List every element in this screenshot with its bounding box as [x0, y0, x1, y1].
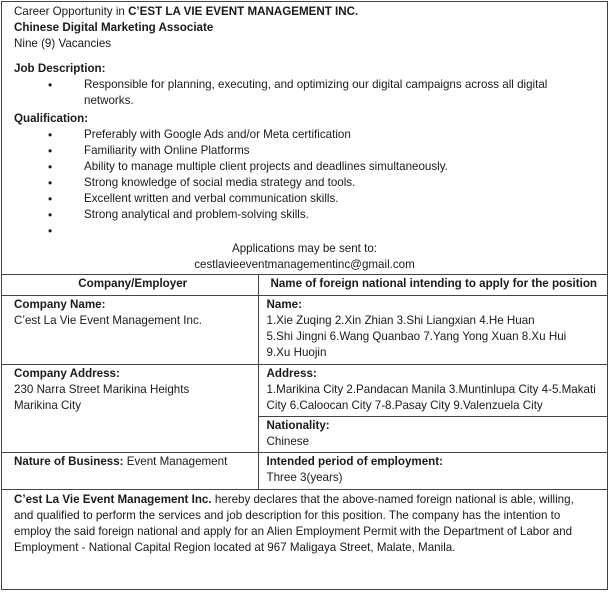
declaration-paragraph	[2, 490, 607, 556]
list-item	[2, 143, 607, 159]
list-item	[2, 175, 607, 191]
foreign-names-cell	[258, 296, 607, 365]
bullet-icon: •	[48, 144, 53, 158]
company-address-label: Company Address:	[14, 367, 120, 380]
applications-instruction: Applications may be sent to:	[231, 242, 377, 255]
job-posting-document	[1, 1, 608, 590]
address-nationality-cell	[258, 365, 607, 453]
list-item	[2, 159, 607, 175]
company-address-line-1: 230 Narra Street Marikina Heights	[14, 383, 190, 396]
names-line-2: 5.Shi Jingni 6.Wang Quanbao 7.Yang Yong Xuan 8.Xu Hui	[266, 330, 567, 343]
bullet-icon: •	[48, 192, 53, 206]
qualification-list	[2, 127, 607, 239]
list-item	[2, 77, 607, 109]
nature-of-business-value: Event Management	[123, 455, 228, 468]
position-title: Chinese Digital Marketing Associate	[14, 21, 214, 34]
nationality-block	[259, 416, 608, 452]
nature-of-business-cell	[2, 453, 258, 490]
column-header-employer: Company/Employer	[2, 275, 258, 296]
table-header-row	[2, 275, 607, 296]
nationality-value: Chinese	[266, 435, 310, 448]
applications-block	[2, 241, 607, 273]
names-line-3: 9.Xu Huojin	[266, 346, 327, 359]
list-item	[2, 207, 607, 223]
bullet-icon: •	[48, 208, 53, 222]
bullet-icon: •	[48, 160, 53, 174]
employment-period-label: Intended period of employment:	[266, 455, 443, 468]
career-opportunity-line	[14, 4, 595, 20]
bullet-icon: •	[48, 78, 53, 92]
nature-of-business-label: Nature of Business:	[14, 455, 124, 468]
application-email: cestlavieeventmanagementinc@gmail.com	[194, 258, 415, 271]
job-description-list	[2, 77, 607, 109]
company-address-line-2: Marikina City	[14, 399, 81, 412]
qualification-item-5: Excellent written and verbal communication skills.	[84, 192, 339, 205]
employment-period-cell	[258, 453, 607, 490]
declaration-company-name: C’est La Vie Event Management Inc.	[14, 493, 212, 506]
employment-period-value: Three 3(years)	[266, 471, 343, 484]
table-row	[2, 453, 607, 490]
employer-foreign-national-table	[2, 274, 607, 490]
address-label: Address:	[266, 367, 317, 380]
column-header-foreign-national: Name of foreign national intending to apply for the position	[258, 275, 607, 296]
bullet-icon: •	[48, 224, 53, 238]
address-value: 1.Marikina City 2.Pandacan Manila 3.Muntinlupa City 4-5.Makati City 6.Caloocan City 7-8.Pasay City 9.Valenzuela City	[266, 383, 596, 412]
table-row	[2, 365, 607, 453]
list-item	[2, 191, 607, 207]
list-item	[2, 223, 607, 239]
declaration-text: hereby declares that the above-named foreign national is able, willing, and qualified to perform the services and job description for this position. The company has the intention to employ the said foreign national and apply for an Alien Employment Permit with the Department of Labor and Employment - National Capital Region located at 967 Maligaya Street, Malate, Manila.	[14, 493, 574, 554]
list-item	[2, 127, 607, 143]
qualification-item-2: Familiarity with Online Platforms	[84, 144, 250, 157]
qualification-item-4: Strong knowledge of social media strategy and tools.	[84, 176, 356, 189]
qualification-item-3: Ability to manage multiple client projects and deadlines simultaneously.	[84, 160, 448, 173]
posting-header	[2, 2, 607, 77]
company-name-cell	[2, 296, 258, 365]
career-prefix: Career Opportunity in	[14, 5, 129, 18]
company-name-caps: C’EST LA VIE EVENT MANAGEMENT INC.	[128, 5, 359, 18]
qualification-label: Qualification:	[14, 112, 89, 125]
bullet-icon: •	[48, 128, 53, 142]
nationality-label: Nationality:	[266, 419, 330, 432]
company-name-label: Company Name:	[14, 298, 106, 311]
job-description-item-1: Responsible for planning, executing, and optimizing our digital campaigns across all digital networks.	[84, 78, 548, 107]
company-name-value: C’est La Vie Event Management Inc.	[14, 314, 202, 327]
names-line-1: 1.Xie Zuqing 2.Xin Zhian 3.Shi Liangxian 4.He Huan	[266, 314, 535, 327]
name-label: Name:	[266, 298, 302, 311]
table-row	[2, 296, 607, 365]
bullet-icon: •	[48, 176, 53, 190]
qualification-item-1: Preferably with Google Ads and/or Meta certification	[84, 128, 351, 141]
job-description-label: Job Description:	[14, 62, 106, 75]
company-address-cell	[2, 365, 258, 453]
qualification-item-6: Strong analytical and problem-solving skills.	[84, 208, 309, 221]
vacancies-count: Nine (9) Vacancies	[14, 37, 112, 50]
